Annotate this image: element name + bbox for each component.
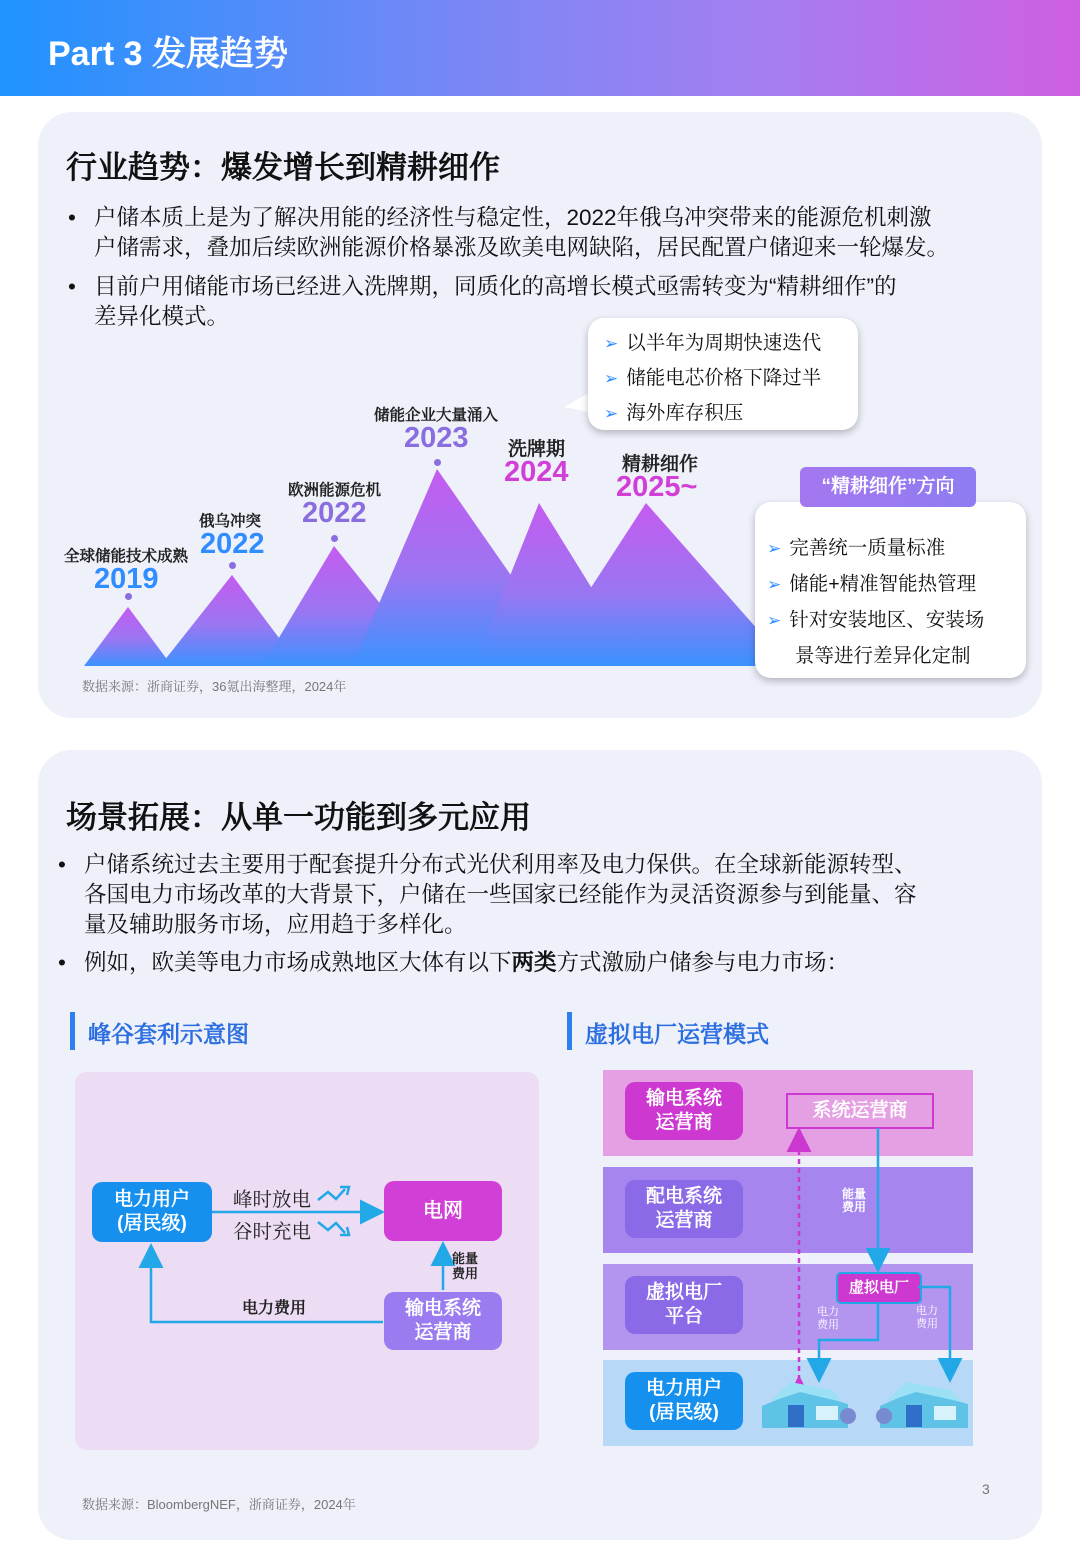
box-line: 平台 (664, 1306, 703, 1327)
label-line: 费用 (916, 1318, 938, 1330)
bubble-item-text: 以半年为周期快速迭代 (626, 332, 822, 354)
arrow-icon: ➢ (767, 539, 782, 558)
system-operator-box: 系统运营商 (786, 1093, 934, 1129)
timeline-label: 俄乌冲突 (199, 513, 262, 530)
arrow-icon: ➢ (604, 404, 619, 423)
timeline-year: 2022 (302, 497, 367, 529)
box-line: 输电系统 (404, 1298, 481, 1319)
box-line: 虚拟电厂 (645, 1282, 722, 1303)
label-line: 电力 (817, 1306, 839, 1318)
direction-item-text: 完善统一质量标准 (789, 537, 946, 559)
timeline-year: 2022 (200, 528, 265, 560)
bubble-item-text: 海外库存积压 (626, 402, 744, 424)
box-line: (居民级) (117, 1213, 187, 1234)
arrow-icon: ➢ (604, 334, 619, 353)
box-line: (居民级) (649, 1402, 719, 1423)
page-title: Part 3 发展趋势 (48, 35, 288, 73)
bullet-line: 各国电力市场改革的大背景下，户储在一些国家已经能作为灵活资源参与到能量、容 (84, 882, 917, 907)
arrow-icon: ➢ (604, 369, 619, 388)
box-line: 运营商 (655, 1210, 713, 1231)
power-fee-label (916, 1305, 938, 1331)
grid-box: 电网 (384, 1181, 502, 1241)
bullet-text: 例如，欧美等电力市场成熟地区大体有以下 (84, 950, 512, 975)
direction-item-continued: 景等进行差异化定制 (795, 645, 971, 667)
direction-tag: “精耕细作”方向 (800, 467, 976, 507)
bullet-dot: • (68, 205, 76, 230)
timeline-year: 2025~ (616, 471, 698, 503)
timeline-year: 2024 (504, 456, 569, 488)
box-line: 输电系统 (645, 1088, 722, 1109)
timeline-label: 储能企业大量涌入 (374, 407, 499, 424)
label-line: 能量 (842, 1187, 867, 1201)
bullet-dot: • (58, 852, 66, 877)
bubble-item-text: 储能电芯价格下降过半 (626, 367, 822, 389)
label-line: 费用 (842, 1200, 867, 1214)
house-icon (876, 1382, 968, 1428)
bullet-bold-text: 两类 (511, 950, 557, 975)
house-icon (762, 1382, 856, 1428)
label-line: 电力 (916, 1305, 938, 1317)
box-line: 配电系统 (645, 1186, 722, 1207)
bullet-line: 量及辅助服务市场，应用趋于多样化。 (84, 912, 467, 937)
label-line: 费用 (817, 1319, 839, 1331)
bullet-line: 差异化模式。 (94, 304, 230, 329)
bullet-line: 户储本质上是为了解决用能的经济性与稳定性，2022年俄乌冲突带来的能源危机刺激 (94, 205, 932, 230)
timeline-label: 欧洲能源危机 (288, 482, 382, 499)
label-line: 费用 (452, 1266, 479, 1281)
right-diagram-title: 虚拟电厂运营模式 (585, 1021, 769, 1047)
page-number: 3 (982, 1481, 990, 1497)
vpp-box: 虚拟电厂 (836, 1272, 922, 1304)
section1-title: 行业趋势：爆发增长到精耕细作 (66, 150, 500, 185)
timeline-year: 2019 (94, 563, 159, 595)
direction-item-text: 针对安装地区、安装场 (789, 609, 985, 631)
peak-discharge-label: 峰时放电 (233, 1189, 312, 1211)
timeline-year: 2023 (404, 422, 469, 454)
arrow-icon: ➢ (767, 575, 782, 594)
box-line: 电力用户 (113, 1189, 190, 1210)
section1-source: 数据来源：浙商证券，36氪出海整理，2024年 (82, 679, 347, 694)
valley-charge-label: 谷时充电 (233, 1221, 312, 1243)
direction-item-text: 储能+精准智能热管理 (789, 573, 977, 595)
left-diagram-title: 峰谷套利示意图 (88, 1021, 249, 1047)
power-fee-label (817, 1306, 839, 1332)
bullet-line: 户储系统过去主要用于配套提升分布式光伏利用率及电力保供。在全球新能源转型、 (84, 852, 917, 877)
bullet-dot: • (58, 950, 66, 975)
bullet-dot: • (68, 274, 76, 299)
section2-title: 场景拓展：从单一功能到多元应用 (66, 800, 531, 835)
bullet-text: 方式激励户储参与电力市场： (556, 950, 850, 975)
timeline-label: 全球储能技术成熟 (64, 548, 189, 565)
box-line: 运营商 (414, 1322, 472, 1343)
box-line: 运营商 (655, 1112, 713, 1133)
timeline-label: 精耕细作 (622, 454, 699, 475)
label-line: 能量 (452, 1251, 479, 1266)
bullet-line: 户储需求，叠加后续欧洲能源价格暴涨及欧美电网缺陷，居民配置户储迎来一轮爆发。 (94, 235, 950, 260)
section2-source: 数据来源：BloombergNEF，浙商证券，2024年 (82, 1497, 356, 1512)
power-fee-label: 电力费用 (242, 1300, 307, 1317)
bullet-line: 目前户用储能市场已经进入洗牌期，同质化的高增长模式亟需转变为“精耕细作”的 (94, 274, 897, 299)
timeline-label: 洗牌期 (508, 439, 566, 460)
energy-fee-label (842, 1188, 866, 1214)
arrow-icon: ➢ (767, 611, 782, 630)
box-line: 电力用户 (645, 1378, 722, 1399)
